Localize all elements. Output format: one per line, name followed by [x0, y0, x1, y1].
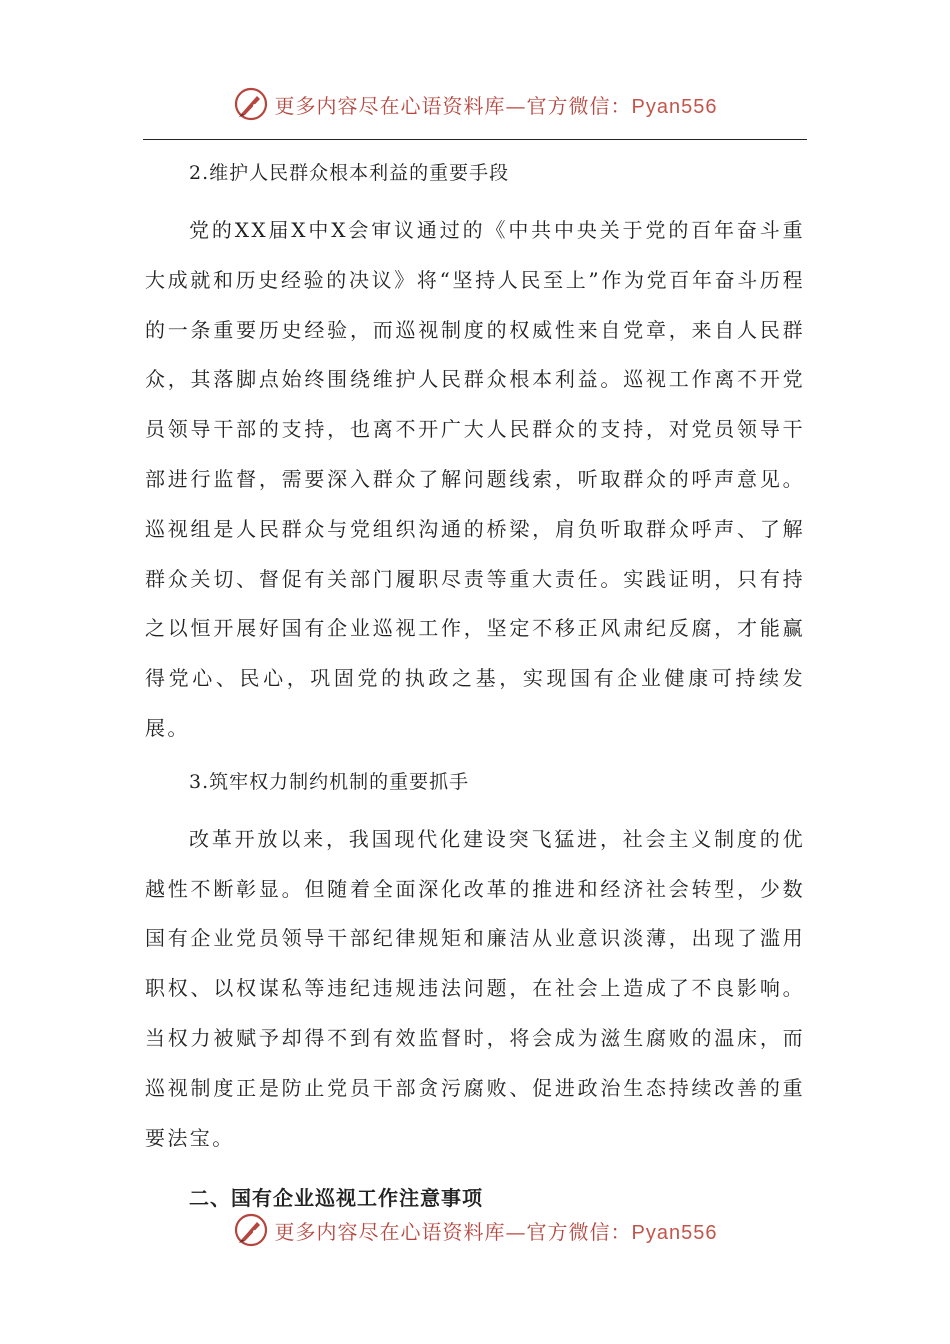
- pen-logo-icon: [233, 1212, 269, 1248]
- section-3-paragraph: 改革开放以来，我国现代化建设突飞猛进，社会主义制度的优越性不断彰显。但随着全面深化改革的推进和经济社会转型，少数国有企业党员领导干部纪律规矩和廉洁从业意识淡薄，出现了滥用职权、以权谋私等违纪违规违法问题，在社会上造成了不良影响。当权力被赋予却得不到有效监督时，将会成为滋生腐败的温床，而巡视制度正是防止党员干部贪污腐败、促进政治生态持续改善的重要法宝。: [145, 826, 805, 1150]
- footer-banner-text: 更多内容尽在心语资料库—官方微信：Pyan556: [274, 1219, 718, 1244]
- footer-banner: [0, 1210, 950, 1250]
- document-body: [145, 150, 805, 1219]
- section-2-title: 2.维护人民群众根本利益的重要手段: [189, 162, 510, 184]
- header-banner-text: 更多内容尽在心语资料库—官方微信：Pyan556: [274, 93, 718, 118]
- header-banner: [0, 84, 950, 124]
- section-3-title: 3.筑牢权力制约机制的重要抓手: [189, 770, 470, 793]
- header-divider: [143, 139, 807, 140]
- pen-logo-icon: [233, 86, 269, 122]
- footer-wechat-id: Pyan556: [631, 1221, 718, 1244]
- part-2-heading: 二、国有企业巡视工作注意事项: [189, 1186, 483, 1211]
- header-wechat-id: Pyan556: [631, 95, 718, 118]
- section-2-paragraph: 党的XX届X中X会审议通过的《中共中央关于党的百年奋斗重大成就和历史经验的决议》将“坚持人民至上”作为党百年奋斗历程的一条重要历史经验，而巡视制度的权威性来自党章，来自人民群众，其落脚点始终围绕维护人民群众根本利益。巡视工作离不开党员领导干部的支持，也离不开广大人民群众的支持，对党员领导干部进行监督，需要深入群众了解问题线索，听取群众的呼声意见。巡视组是人民群众与党组织沟通的桥梁，肩负听取群众呼声、了解群众关切、督促有关部门履职尽责等重大责任。实践证明，只有持之以恒开展好国有企业巡视工作，坚定不移正风肃纪反腐，才能赢得党心、民心，巩固党的执政之基，实现国有企业健康可持续发展。: [145, 218, 805, 740]
